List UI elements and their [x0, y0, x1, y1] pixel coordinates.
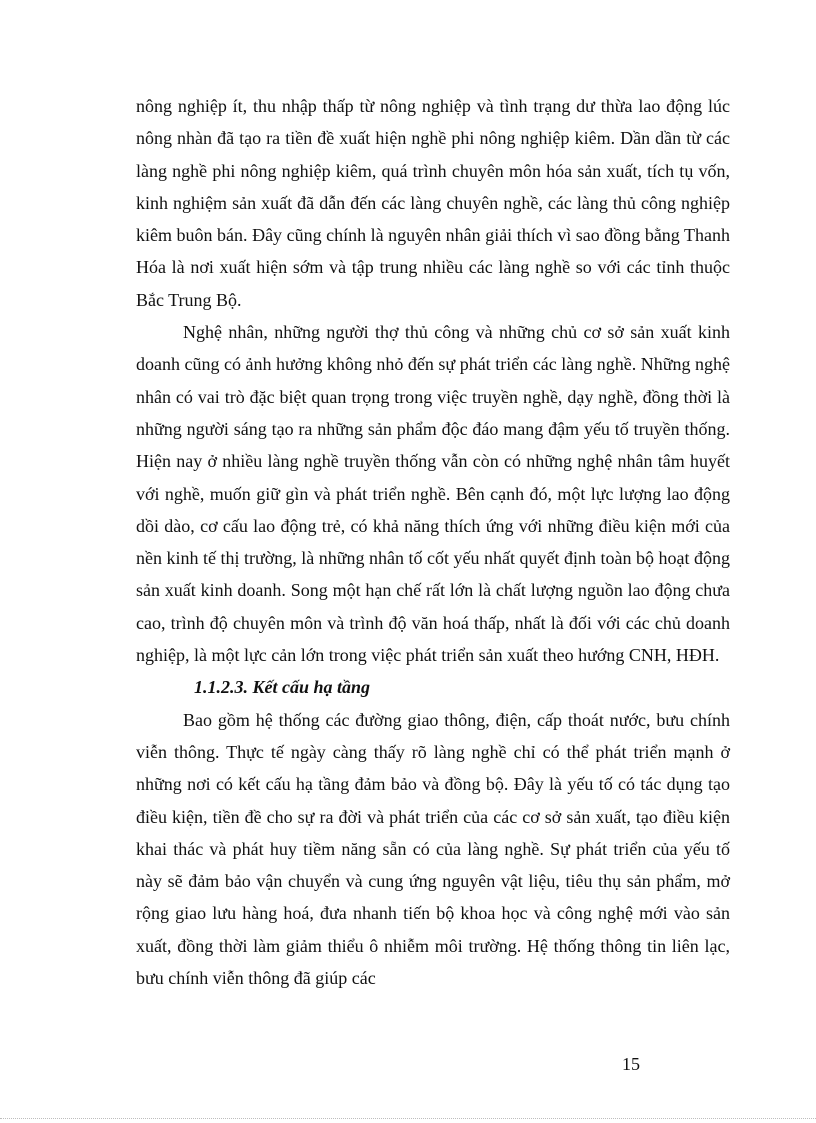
page-bottom-divider [0, 1118, 816, 1119]
paragraph-infrastructure: Bao gồm hệ thống các đường giao thông, điện, cấp thoát nước, bưu chính viễn thông. Thực tế ngày càng thấy rõ làng nghề chỉ có thể phát triển mạnh ở những nơi có kết cấu hạ tầng đảm bảo và đồng bộ. Đây là yếu tố có tác dụng tạo điều kiện, tiền đề cho sự ra đời và phát triển của các cơ sở sản xuất, tạo điều kiện khai thác và phát huy tiềm năng sẵn có của làng nghề. Sự phát triển của yếu tố này sẽ đảm bảo vận chuyển và cung ứng nguyên vật liệu, tiêu thụ sản phẩm, mở rộng giao lưu hàng hoá, đưa nhanh tiến bộ khoa học và công nghệ mới vào sản xuất, đồng thời làm giảm thiểu ô nhiễm môi trường. Hệ thống thông tin liên lạc, bưu chính viễn thông đã giúp các [136, 709, 730, 989]
section-heading: 1.1.2.3. Kết cấu hạ tầng [194, 677, 371, 698]
page-number: 15 [622, 1054, 640, 1074]
paragraph-artisans: Nghệ nhân, những người thợ thủ công và những chủ cơ sở sản xuất kinh doanh cũng có ảnh hưởng không nhỏ đến sự phát triển các làng nghề. Những nghệ nhân có vai trò đặc biệt quan trọng trong việc truyền nghề, dạy nghề, đồng thời là những người sáng tạo ra những sản phẩm độc đáo mang đậm yếu tố truyền thống. Hiện nay ở nhiều làng nghề truyền thống vẫn còn có những nghệ nhân tâm huyết với nghề, muốn giữ gìn và phát triển nghề. Bên cạnh đó, một lực lượng lao động dồi dào, cơ cấu lao động trẻ, có khả năng thích ứng với những điều kiện mới của nền kinh tế thị trường, là những nhân tố cốt yếu nhất quyết định toàn bộ hoạt động sản xuất kinh doanh. Song một hạn chế rất lớn là chất lượng nguồn lao động chưa cao, trình độ chuyên môn và trình độ văn hoá thấp, nhất là đối với các chủ doanh nghiệp, là một lực cản lớn trong việc phát triển sản xuất theo hướng CNH, HĐH. [136, 322, 730, 666]
paragraph-continued: nông nghiệp ít, thu nhập thấp từ nông nghiệp và tình trạng dư thừa lao động lúc nông nhàn đã tạo ra tiền đề xuất hiện nghề phi nông nghiệp kiêm. Dần dần từ các làng nghề phi nông nghiệp kiêm, quá trình chuyên môn hóa sản xuất, tích tụ vốn, kinh nghiệm sản xuất đã dẫn đến các làng chuyên nghề, các làng thủ công nghiệp kiêm buôn bán. Đây cũng chính là nguyên nhân giải thích vì sao đồng bằng Thanh Hóa là nơi xuất hiện sớm và tập trung nhiều các làng nghề so với các tỉnh thuộc Bắc Trung Bộ. [136, 96, 730, 310]
body-text [136, 90, 730, 994]
